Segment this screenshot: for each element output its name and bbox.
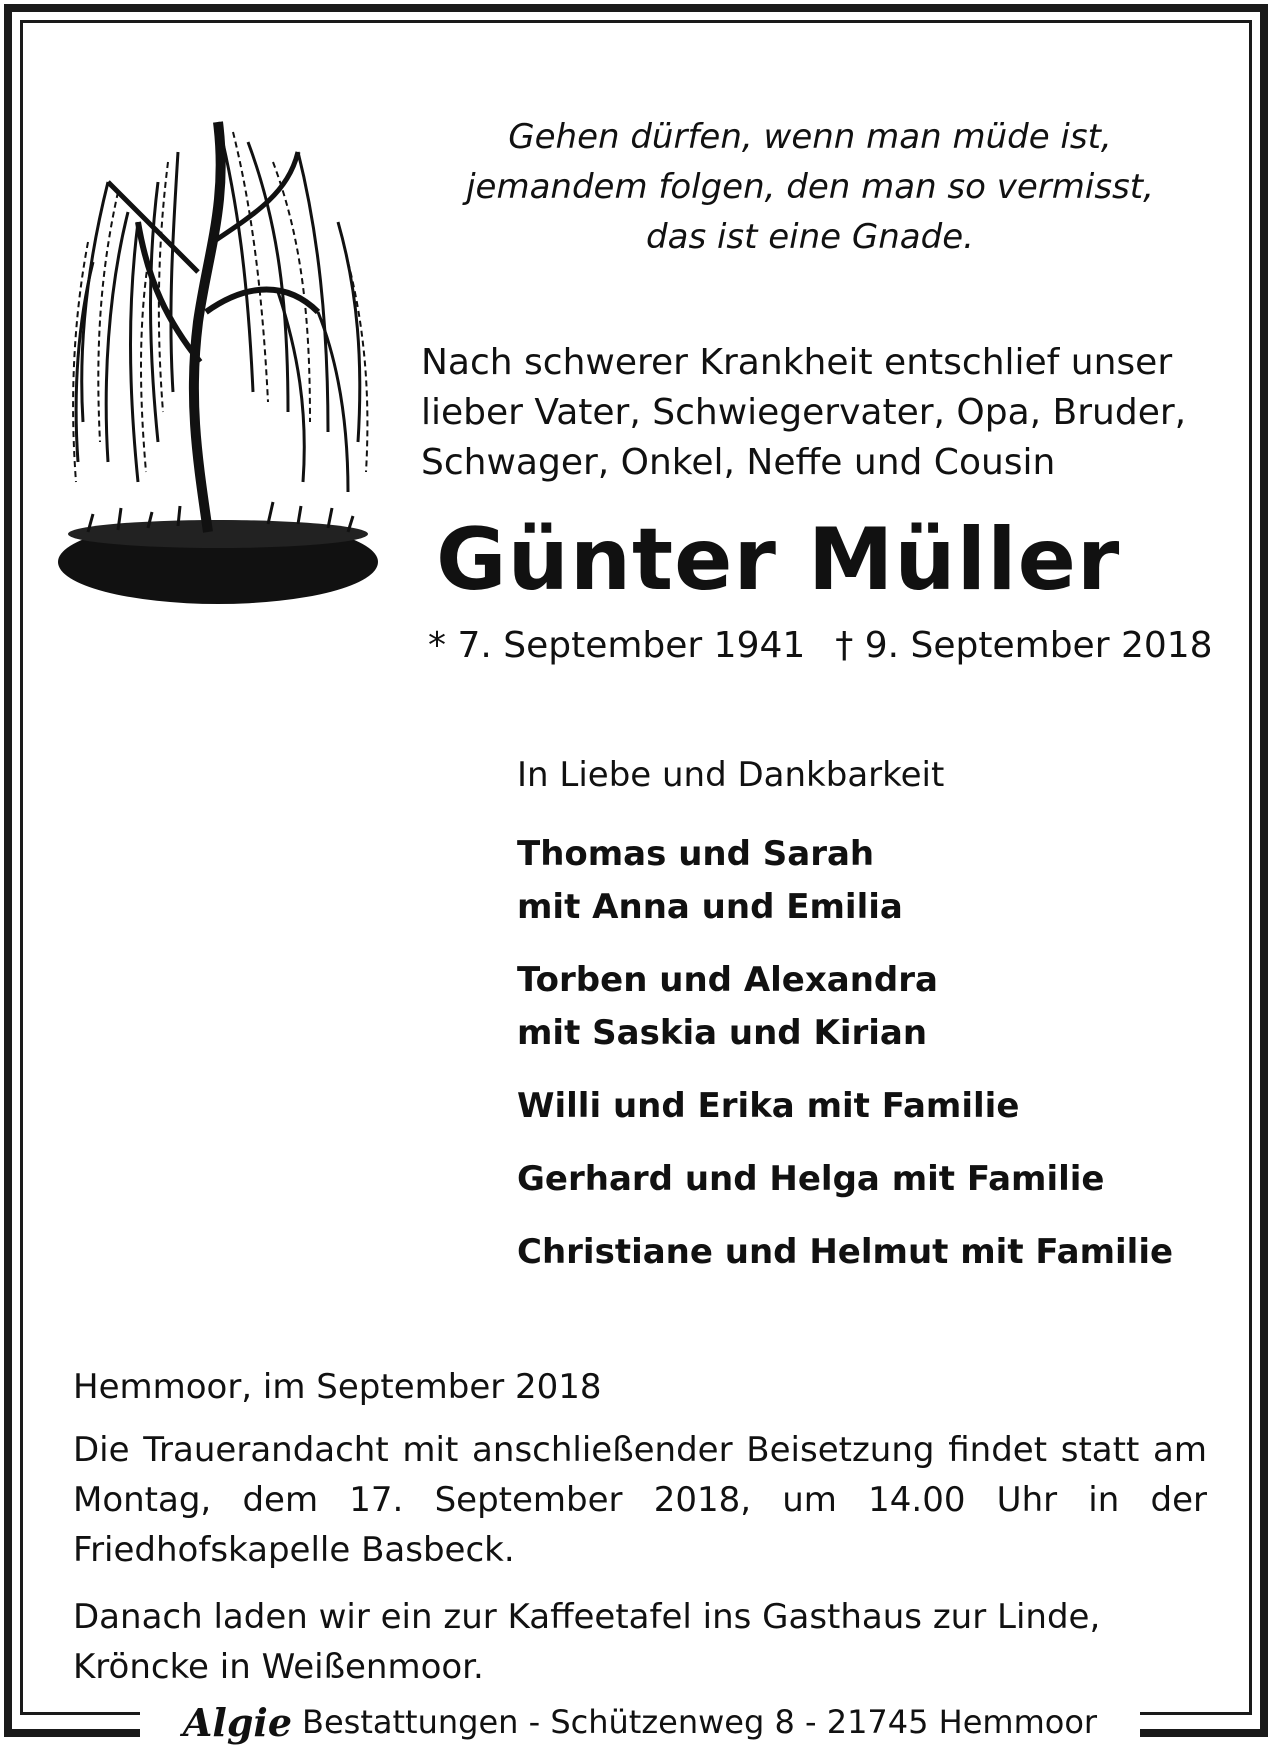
family-group	[517, 954, 1237, 1060]
family-group	[517, 1080, 1237, 1133]
poem-line: Gehen dürfen, wenn man müde ist,	[508, 117, 1112, 157]
poem	[410, 112, 1210, 262]
family-line: Thomas und Sarah	[517, 834, 875, 874]
poem-line: jemandem folgen, den man so vermisst,	[466, 167, 1154, 207]
service-text: Die Trauerandacht mit anschließender Beisetzung findet statt am Montag, dem 17. September 2018, um 14.00 Uhr in der Friedhofskapelle Basbeck.	[73, 1430, 1207, 1570]
reception-text: Danach laden wir ein zur Kaffeetafel ins Gasthaus zur Linde, Kröncke in Weißenmoor.	[73, 1597, 1101, 1687]
family-line: mit Anna und Emilia	[517, 887, 903, 927]
place-date: Hemmoor, im September 2018	[73, 1367, 602, 1407]
family-line: Willi und Erika mit Familie	[517, 1086, 1020, 1126]
closing-phrase: In Liebe und Dankbarkeit	[517, 755, 945, 795]
funeral-home-footer	[140, 1700, 1140, 1744]
poem-line: das ist eine Gnade.	[646, 217, 974, 257]
funeral-home-address: Bestattungen - Schützenweg 8 - 21745 Hemmoor	[302, 1703, 1098, 1741]
life-dates	[428, 623, 1218, 669]
birth-date: * 7. September 1941	[428, 625, 806, 666]
weeping-willow-icon	[48, 62, 388, 652]
family-group	[517, 1153, 1237, 1206]
funeral-home-logo: Algie	[182, 1699, 293, 1745]
intro-text	[421, 338, 1241, 488]
family-line: Torben und Alexandra	[517, 960, 938, 1000]
family-group	[517, 828, 1237, 934]
intro-line: Schwager, Onkel, Neffe und Cousin	[421, 442, 1056, 483]
death-date: † 9. September 2018	[835, 625, 1213, 666]
family-line: mit Saskia und Kirian	[517, 1013, 928, 1053]
family-list	[517, 828, 1237, 1299]
family-line: Gerhard und Helga mit Familie	[517, 1159, 1105, 1199]
family-group	[517, 1226, 1237, 1279]
intro-line: lieber Vater, Schwiegervater, Opa, Bruder,	[421, 392, 1187, 433]
deceased-name: Günter Müller	[436, 510, 1121, 610]
family-line: Christiane und Helmut mit Familie	[517, 1232, 1174, 1272]
intro-line: Nach schwerer Krankheit entschlief unser	[421, 342, 1173, 383]
